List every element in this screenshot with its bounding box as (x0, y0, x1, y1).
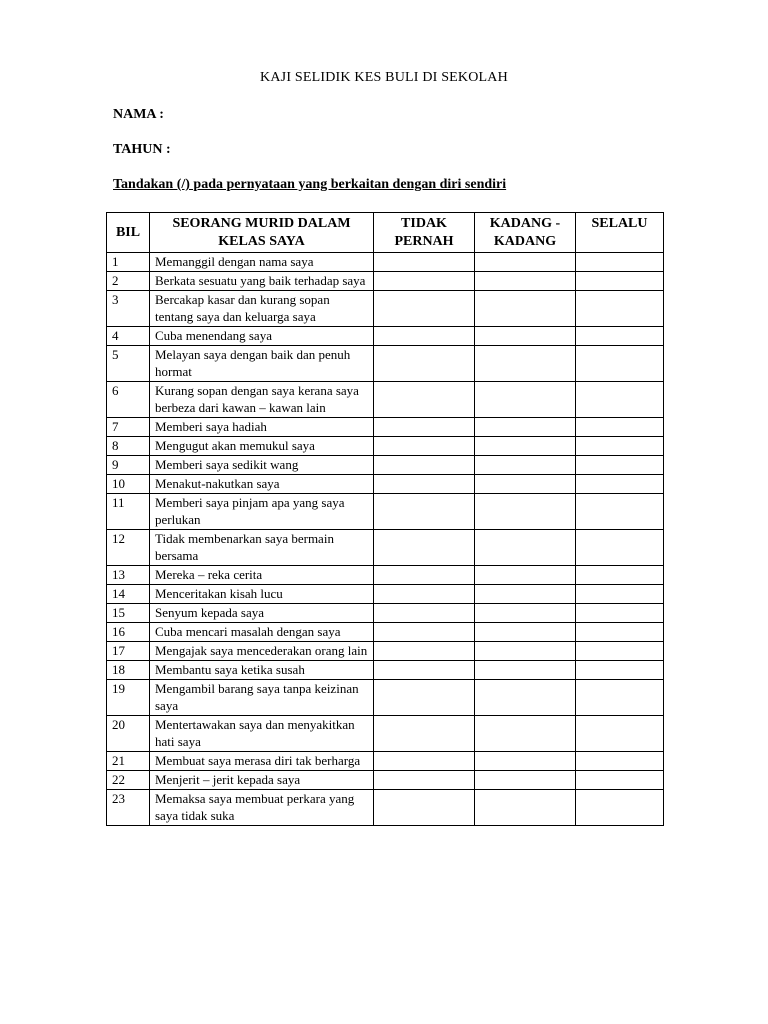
selalu-cell[interactable] (576, 566, 664, 585)
tidak-pernah-cell[interactable] (374, 327, 475, 346)
kadang-kadang-cell[interactable] (475, 456, 576, 475)
table-row (107, 437, 664, 456)
row-number: 4 (107, 327, 150, 346)
selalu-cell[interactable] (576, 346, 664, 382)
document-title: KAJI SELIDIK KES BULI DI SEKOLAH (260, 70, 508, 85)
kadang-kadang-cell[interactable] (475, 623, 576, 642)
tidak-pernah-cell[interactable] (374, 418, 475, 437)
row-statement: Senyum kepada saya (150, 604, 374, 623)
tidak-pernah-cell[interactable] (374, 530, 475, 566)
kadang-kadang-cell[interactable] (475, 752, 576, 771)
row-number: 11 (107, 494, 150, 530)
table-row (107, 456, 664, 475)
survey-table (106, 212, 664, 826)
selalu-cell[interactable] (576, 771, 664, 790)
tidak-pernah-cell[interactable] (374, 346, 475, 382)
row-statement: Memanggil dengan nama saya (150, 253, 374, 272)
row-number: 12 (107, 530, 150, 566)
selalu-cell[interactable] (576, 642, 664, 661)
tidak-pernah-cell[interactable] (374, 566, 475, 585)
row-statement: Mereka – reka cerita (150, 566, 374, 585)
table-row (107, 346, 664, 382)
table-row (107, 418, 664, 437)
kadang-kadang-cell[interactable] (475, 680, 576, 716)
row-statement: Mengugut akan memukul saya (150, 437, 374, 456)
tidak-pernah-cell[interactable] (374, 752, 475, 771)
header-selalu: SELALU (576, 213, 664, 253)
selalu-cell[interactable] (576, 291, 664, 327)
tidak-pernah-cell[interactable] (374, 253, 475, 272)
kadang-kadang-cell[interactable] (475, 475, 576, 494)
selalu-cell[interactable] (576, 327, 664, 346)
row-statement: Cuba menendang saya (150, 327, 374, 346)
row-statement: Mengajak saya mencederakan orang lain (150, 642, 374, 661)
kadang-kadang-cell[interactable] (475, 253, 576, 272)
kadang-kadang-cell[interactable] (475, 437, 576, 456)
selalu-cell[interactable] (576, 272, 664, 291)
row-number: 1 (107, 253, 150, 272)
tidak-pernah-cell[interactable] (374, 771, 475, 790)
table-row (107, 494, 664, 530)
selalu-cell[interactable] (576, 494, 664, 530)
row-statement: Mengambil barang saya tanpa keizinan saya (150, 680, 374, 716)
selalu-cell[interactable] (576, 253, 664, 272)
row-number: 14 (107, 585, 150, 604)
tidak-pernah-cell[interactable] (374, 585, 475, 604)
selalu-cell[interactable] (576, 456, 664, 475)
tidak-pernah-cell[interactable] (374, 790, 475, 826)
row-number: 22 (107, 771, 150, 790)
row-statement: Memberi saya pinjam apa yang saya perlukan (150, 494, 374, 530)
row-number: 6 (107, 382, 150, 418)
kadang-kadang-cell[interactable] (475, 530, 576, 566)
nama-label: NAMA : (113, 107, 164, 122)
kadang-kadang-cell[interactable] (475, 382, 576, 418)
table-row (107, 752, 664, 771)
row-number: 19 (107, 680, 150, 716)
selalu-cell[interactable] (576, 716, 664, 752)
kadang-kadang-cell[interactable] (475, 585, 576, 604)
row-statement: Membuat saya merasa diri tak berharga (150, 752, 374, 771)
row-number: 18 (107, 661, 150, 680)
header-row (107, 213, 664, 253)
kadang-kadang-cell[interactable] (475, 642, 576, 661)
table-row (107, 585, 664, 604)
row-number: 2 (107, 272, 150, 291)
row-number: 8 (107, 437, 150, 456)
tidak-pernah-cell[interactable] (374, 272, 475, 291)
row-number: 3 (107, 291, 150, 327)
table-row (107, 604, 664, 623)
kadang-kadang-cell[interactable] (475, 716, 576, 752)
table-row (107, 623, 664, 642)
tidak-pernah-cell[interactable] (374, 680, 475, 716)
row-number: 20 (107, 716, 150, 752)
row-statement: Memaksa saya membuat perkara yang saya tidak suka (150, 790, 374, 826)
kadang-kadang-cell[interactable] (475, 604, 576, 623)
kadang-kadang-cell[interactable] (475, 790, 576, 826)
selalu-cell[interactable] (576, 585, 664, 604)
row-number: 21 (107, 752, 150, 771)
header-bil: BIL (107, 213, 150, 253)
row-number: 13 (107, 566, 150, 585)
kadang-kadang-cell[interactable] (475, 272, 576, 291)
tidak-pernah-cell[interactable] (374, 716, 475, 752)
row-statement: Memberi saya hadiah (150, 418, 374, 437)
tidak-pernah-cell[interactable] (374, 475, 475, 494)
selalu-cell[interactable] (576, 530, 664, 566)
header-statement: SEORANG MURID DALAM KELAS SAYA (150, 213, 374, 253)
tidak-pernah-cell[interactable] (374, 456, 475, 475)
table-row (107, 530, 664, 566)
table-row (107, 642, 664, 661)
kadang-kadang-cell[interactable] (475, 771, 576, 790)
tidak-pernah-cell[interactable] (374, 291, 475, 327)
selalu-cell[interactable] (576, 604, 664, 623)
table-row (107, 790, 664, 826)
selalu-cell[interactable] (576, 437, 664, 456)
selalu-cell[interactable] (576, 418, 664, 437)
row-number: 7 (107, 418, 150, 437)
table-row (107, 566, 664, 585)
tidak-pernah-cell[interactable] (374, 604, 475, 623)
selalu-cell[interactable] (576, 680, 664, 716)
row-number: 10 (107, 475, 150, 494)
tidak-pernah-cell[interactable] (374, 494, 475, 530)
row-statement: Membantu saya ketika susah (150, 661, 374, 680)
kadang-kadang-cell[interactable] (475, 418, 576, 437)
tahun-label: TAHUN : (113, 142, 171, 157)
row-number: 15 (107, 604, 150, 623)
selalu-cell[interactable] (576, 623, 664, 642)
tidak-pernah-cell[interactable] (374, 382, 475, 418)
survey-body (107, 253, 664, 826)
table-row (107, 771, 664, 790)
table-row (107, 382, 664, 418)
row-number: 9 (107, 456, 150, 475)
table-row (107, 475, 664, 494)
table-row (107, 661, 664, 680)
row-statement: Kurang sopan dengan saya kerana saya berbeza dari kawan – kawan lain (150, 382, 374, 418)
selalu-cell[interactable] (576, 382, 664, 418)
table-row (107, 680, 664, 716)
instruction-text: Tandakan (/) pada pernyataan yang berkaitan dengan diri sendiri (113, 177, 507, 192)
selalu-cell[interactable] (576, 661, 664, 680)
kadang-kadang-cell[interactable] (475, 494, 576, 530)
row-statement: Memberi saya sedikit wang (150, 456, 374, 475)
header-tidak-pernah: TIDAK PERNAH (374, 213, 475, 253)
row-number: 23 (107, 790, 150, 826)
table-row (107, 272, 664, 291)
row-number: 16 (107, 623, 150, 642)
tidak-pernah-cell[interactable] (374, 437, 475, 456)
kadang-kadang-cell[interactable] (475, 346, 576, 382)
row-number: 5 (107, 346, 150, 382)
selalu-cell[interactable] (576, 790, 664, 826)
header-kadang-kadang: KADANG - KADANG (475, 213, 576, 253)
row-statement: Menakut-nakutkan saya (150, 475, 374, 494)
row-statement: Berkata sesuatu yang baik terhadap saya (150, 272, 374, 291)
row-statement: Menceritakan kisah lucu (150, 585, 374, 604)
selalu-cell[interactable] (576, 752, 664, 771)
row-statement: Tidak membenarkan saya bermain bersama (150, 530, 374, 566)
table-row (107, 327, 664, 346)
kadang-kadang-cell[interactable] (475, 661, 576, 680)
row-statement: Bercakap kasar dan kurang sopan tentang saya dan keluarga saya (150, 291, 374, 327)
kadang-kadang-cell[interactable] (475, 291, 576, 327)
row-statement: Mentertawakan saya dan menyakitkan hati saya (150, 716, 374, 752)
row-statement: Melayan saya dengan baik dan penuh hormat (150, 346, 374, 382)
tidak-pernah-cell[interactable] (374, 623, 475, 642)
selalu-cell[interactable] (576, 475, 664, 494)
kadang-kadang-cell[interactable] (475, 566, 576, 585)
table-row (107, 291, 664, 327)
tidak-pernah-cell[interactable] (374, 661, 475, 680)
row-statement: Menjerit – jerit kepada saya (150, 771, 374, 790)
tidak-pernah-cell[interactable] (374, 642, 475, 661)
row-statement: Cuba mencari masalah dengan saya (150, 623, 374, 642)
row-number: 17 (107, 642, 150, 661)
table-row (107, 253, 664, 272)
kadang-kadang-cell[interactable] (475, 327, 576, 346)
table-row (107, 716, 664, 752)
